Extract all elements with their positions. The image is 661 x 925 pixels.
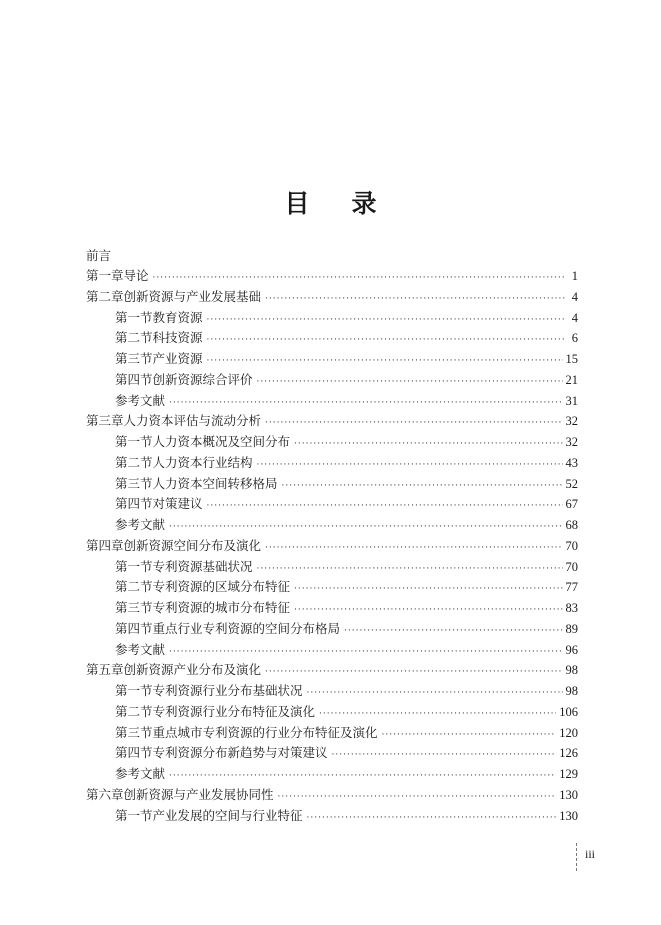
toc-section-entry[interactable]: [86, 764, 578, 785]
toc-chapter-entry[interactable]: [86, 660, 578, 681]
toc-entry-label: 导论: [123, 268, 149, 283]
toc-entry-label: 参考文献: [115, 766, 166, 781]
toc-leader-dots: [344, 621, 562, 642]
toc-leader-dots: [332, 745, 557, 766]
toc-entry-number: 第三节: [115, 724, 153, 740]
toc-entry-page: 31: [565, 393, 578, 408]
toc-entry-label: 创新资源综合评价: [152, 371, 253, 387]
toc-entry-label: 专利资源行业分布基础状况: [152, 683, 303, 698]
toc-entry-label: 参考文献: [115, 641, 166, 657]
toc-leader-dots: [265, 662, 562, 683]
toc-leader-dots: [294, 579, 562, 600]
toc-entry-number: 第一节: [115, 434, 153, 449]
toc-leader-dots: [265, 289, 565, 310]
toc-leader-dots: [257, 559, 563, 580]
toc-entry-number: 第二节: [115, 703, 153, 719]
toc-entry-number: 第四节: [115, 620, 153, 636]
toc-leader-dots: [169, 766, 556, 787]
toc-section-entry[interactable]: [86, 806, 578, 827]
toc-entry-label: 对策建议: [152, 496, 203, 512]
toc-entry-page: 130: [559, 808, 578, 823]
toc-entry-label: 参考文献: [115, 392, 166, 408]
toc-leader-dots: [153, 268, 565, 289]
toc-leader-dots: [319, 704, 556, 725]
toc-entry-label: 重点城市专利资源的行业分布特征及演化: [152, 724, 378, 740]
toc-entry-label: 创新资源与产业发展基础: [123, 288, 262, 304]
toc-leader-dots: [207, 496, 563, 517]
toc-entry-label: 专利资源的区域分布特征: [152, 579, 291, 595]
toc-entry-label: 专利资源分布新趋势与对策建议: [152, 745, 328, 761]
toc-section-entry[interactable]: [86, 702, 578, 723]
toc-chapter-entry[interactable]: [86, 287, 578, 308]
toc-entry-page: 32: [565, 414, 578, 429]
toc-entry-label: 人力资本评估与流动分析: [123, 413, 262, 429]
toc-entry-list: [86, 266, 578, 826]
toc-entry-label: 创新资源产业分布及演化: [123, 662, 262, 678]
table-of-contents: [86, 246, 578, 826]
toc-section-entry[interactable]: [86, 619, 578, 640]
toc-section-entry[interactable]: [86, 743, 578, 764]
toc-entry-page: 70: [565, 559, 578, 574]
toc-section-entry[interactable]: [86, 349, 578, 370]
toc-entry-page: 130: [559, 787, 578, 802]
toc-entry-page: 98: [565, 663, 578, 678]
toc-entry-page: 126: [559, 746, 578, 761]
page-title: [0, 184, 661, 220]
toc-leader-dots: [265, 413, 562, 434]
page-number: iii: [576, 843, 595, 871]
toc-section-entry[interactable]: [86, 598, 578, 619]
toc-preface[interactable]: 前言: [86, 248, 112, 263]
toc-entry-number: 第四节: [115, 371, 153, 387]
toc-entry-number: 第三节: [115, 351, 153, 366]
toc-entry-page: 67: [565, 497, 578, 512]
toc-entry-number: 第四节: [115, 496, 153, 512]
toc-chapter-entry[interactable]: [86, 785, 578, 806]
toc-entry-label: 专利资源的城市分布特征: [152, 600, 291, 615]
toc-entry-number: 第二节: [115, 454, 153, 470]
toc-entry-number: 第二节: [115, 330, 153, 346]
toc-entry-label: 参考文献: [115, 517, 166, 532]
toc-entry-page: 96: [565, 642, 578, 657]
toc-entry-page: 43: [565, 455, 578, 470]
toc-section-entry[interactable]: [86, 515, 578, 536]
toc-entry-page: 120: [559, 725, 578, 740]
toc-entry-number: 第四章: [86, 537, 124, 553]
toc-section-entry[interactable]: [86, 723, 578, 744]
toc-section-entry[interactable]: [86, 328, 578, 349]
toc-section-entry[interactable]: [86, 681, 578, 702]
toc-entry-number: 第四节: [115, 745, 153, 761]
toc-entry-number: 第三章: [86, 413, 124, 429]
toc-chapter-entry[interactable]: [86, 411, 578, 432]
toc-entry-page: 6: [571, 331, 578, 346]
toc-entry-page: 32: [565, 435, 578, 449]
toc-entry-page: 4: [571, 289, 578, 304]
toc-section-entry[interactable]: [86, 557, 578, 578]
toc-entry-page: 21: [565, 372, 578, 387]
toc-entry-label: 专利资源基础状况: [152, 558, 253, 574]
toc-leader-dots: [207, 310, 565, 331]
toc-entry-label: 专利资源行业分布特征及演化: [152, 703, 316, 719]
toc-section-entry[interactable]: [86, 391, 578, 412]
toc-leader-dots: [169, 642, 562, 663]
toc-entry-page: 52: [565, 476, 578, 491]
toc-entry-page: 77: [565, 580, 578, 595]
toc-entry-page: 89: [565, 621, 578, 636]
toc-leader-dots: [294, 600, 562, 621]
toc-entry-number: 第二章: [86, 288, 124, 304]
toc-entry-number: 第一节: [115, 807, 153, 823]
toc-leader-dots: [265, 538, 562, 559]
toc-section-entry[interactable]: [86, 453, 578, 474]
toc-entry-number: 第一节: [115, 683, 153, 698]
toc-leader-dots: [169, 393, 562, 414]
toc-entry-page: 106: [559, 704, 578, 719]
toc-entry-page: 70: [565, 538, 578, 553]
toc-entry-page: 129: [559, 767, 578, 781]
toc-entry-number: 第三节: [115, 600, 153, 615]
toc-entry-page: 4: [571, 310, 578, 325]
toc-entry-page: 1: [571, 269, 578, 283]
toc-entry-label: 重点行业专利资源的空间分布格局: [152, 620, 341, 636]
toc-leader-dots: [282, 476, 563, 497]
toc-entry-page: 15: [565, 352, 578, 366]
toc-leader-dots: [294, 434, 562, 455]
toc-chapter-entry[interactable]: [86, 266, 578, 287]
toc-leader-dots: [382, 725, 557, 746]
toc-section-entry[interactable]: [86, 432, 578, 453]
title-char-2: 录: [351, 189, 377, 218]
toc-leader-dots: [257, 372, 563, 393]
toc-entry-label: 科技资源: [152, 330, 203, 346]
title-char-1: 目: [284, 189, 310, 218]
toc-entry-label: 产业发展的空间与行业特征: [152, 807, 303, 823]
toc-section-entry[interactable]: [86, 370, 578, 391]
toc-section-entry[interactable]: [86, 640, 578, 661]
toc-entry-number: 第二节: [115, 579, 153, 595]
toc-leader-dots: [257, 455, 563, 476]
toc-entry-number: 第六章: [86, 786, 124, 802]
toc-leader-dots: [278, 787, 557, 808]
toc-entry-number: 第一节: [115, 309, 153, 325]
toc-section-entry[interactable]: [86, 577, 578, 598]
toc-chapter-entry[interactable]: [86, 536, 578, 557]
toc-leader-dots: [307, 808, 557, 829]
toc-entry-page: 83: [565, 601, 578, 615]
toc-section-entry[interactable]: [86, 494, 578, 515]
toc-entry-label: 产业资源: [152, 351, 203, 366]
toc-section-entry[interactable]: [86, 308, 578, 329]
toc-section-entry[interactable]: [86, 474, 578, 495]
toc-entry-label: 人力资本概况及空间分布: [152, 434, 291, 449]
toc-entry-label: 人力资本行业结构: [152, 454, 253, 470]
toc-entry-number: 第五章: [86, 662, 124, 678]
toc-leader-dots: [307, 683, 563, 704]
toc-leader-dots: [207, 330, 565, 351]
toc-leader-dots: [169, 517, 562, 538]
toc-entry-label: 创新资源与产业发展协同性: [123, 786, 274, 802]
toc-entry-label: 教育资源: [152, 309, 203, 325]
toc-entry-label: 人力资本空间转移格局: [152, 475, 278, 491]
toc-leader-dots: [207, 351, 563, 372]
toc-entry-label: 创新资源空间分布及演化: [123, 537, 262, 553]
toc-entry-page: 68: [565, 518, 578, 532]
toc-entry-number: 第一章: [86, 268, 124, 283]
toc-entry-number: 第三节: [115, 475, 153, 491]
toc-entry-page: 98: [565, 684, 578, 698]
toc-entry-number: 第一节: [115, 558, 153, 574]
